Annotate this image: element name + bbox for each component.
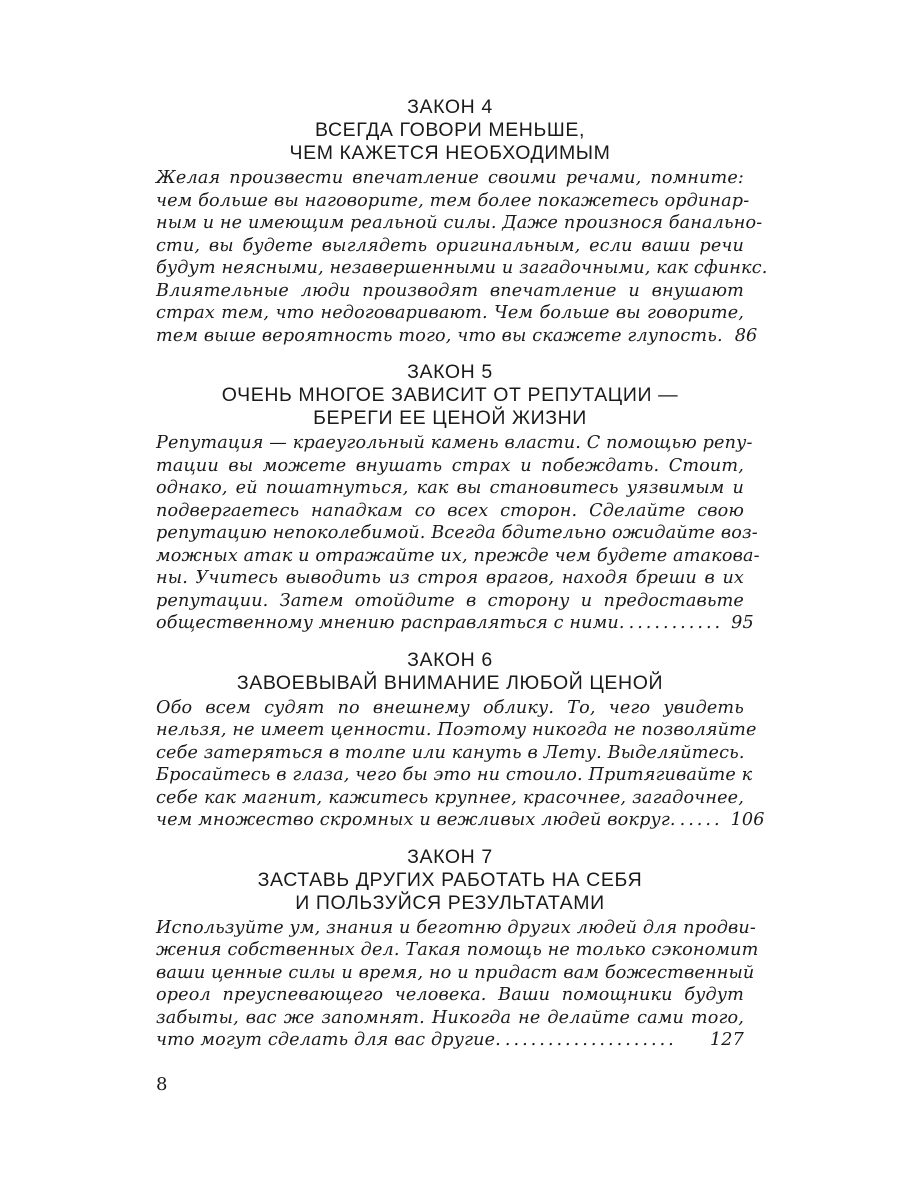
toc-leader-line[interactable] (156, 1029, 744, 1052)
summary-line: будут неясными, незавершенными и загадочными, как сфинкс. (156, 258, 768, 278)
summary-line: ным и не имеющим реальной силы. Даже произнося банально- (156, 213, 763, 233)
summary-line: Репутация — краеугольный камень власти. С помощью репу- (156, 433, 753, 453)
summary-line: себе как магнит, кажитесь крупнее, красочнее, загадочнее, (156, 787, 744, 808)
law-summary (156, 697, 765, 832)
toc-leader-line[interactable] (156, 809, 765, 832)
summary-line: репутацию непоколебимой. Всегда бдительно ожидайте воз- (156, 523, 758, 543)
law-entry-6 (156, 648, 765, 832)
summary-last-line: общественному мнению расправляться с ними. (156, 613, 625, 633)
toc-leader-line[interactable] (156, 612, 754, 635)
law-number: ЗАКОН 5 (407, 361, 493, 383)
summary-line: ны. Учитесь выводить из строя врагов, находя бреши в их (156, 568, 744, 588)
page-reference[interactable]: 95 (731, 613, 754, 633)
law-summary (156, 167, 768, 347)
law-title: ЗАСТАВЬ ДРУГИХ РАБОТАТЬ НА СЕБЯ И ПОЛЬЗУЙСЯ РЕЗУЛЬТАТАМИ (257, 868, 643, 914)
page-reference[interactable]: 106 (730, 810, 765, 830)
summary-line: жения собственных дел. Такая помощь не только сэкономит (156, 940, 759, 960)
law-summary (156, 917, 759, 1052)
law-title: ЗАВОЕВЫВАЙ ВНИМАНИЕ ЛЮБОЙ ЦЕНОЙ (236, 671, 664, 694)
summary-last-line: что могут сделать для вас другие. (156, 1030, 501, 1050)
summary-line: Желая произвести впечатление своими речами, помните: (156, 168, 744, 188)
summary-line: ореол преуспевающего человека. Ваши помощники будут (156, 985, 744, 1005)
summary-line: страх тем, что недоговаривают. Чем больше вы говорите, (156, 303, 744, 323)
toc-page (156, 96, 768, 1066)
toc-leader-line[interactable] (156, 325, 758, 348)
summary-line: репутации. Затем отойдите в сторону и предоставьте (156, 590, 744, 611)
summary-line: себе затеряться в толпе или кануть в Лету. Выделяйтесь. (156, 742, 745, 763)
summary-line: сти, вы будете выглядеть оригинальным, если ваши речи (156, 235, 744, 256)
summary-line: тации вы можете внушать страх и побеждать. Стоит, (156, 455, 744, 476)
summary-line: можных атак и отражайте их, прежде чем будете атакова- (156, 545, 760, 566)
page-reference[interactable]: 86 (734, 325, 758, 346)
summary-line: Обо всем судят по внешнему облику. То, чего увидеть (156, 697, 744, 718)
page-reference[interactable]: 127 (709, 1030, 744, 1050)
summary-line: Используйте ум, знания и беготню других людей для продви- (156, 917, 756, 938)
page-number: 8 (156, 1074, 168, 1095)
law-number: ЗАКОН 6 (407, 648, 493, 671)
summary-line: нельзя, не имеет ценности. Поэтому никогда не позволяйте (156, 720, 757, 740)
law-number: ЗАКОН 4 (407, 96, 493, 118)
law-entry-4 (156, 96, 768, 347)
summary-last-line: чем множество скромных и вежливых людей вокруг. (156, 810, 676, 830)
summary-line: однако, ей пошатнуться, как вы становитесь уязвимым и (156, 478, 744, 498)
law-number: ЗАКОН 7 (407, 845, 493, 868)
law-entry-7 (156, 845, 759, 1052)
summary-line: Бросайтесь в глаза, чего бы это ни стоило. Притягивайте к (156, 765, 753, 785)
summary-line: чем больше вы наговорите, тем более покажетесь ординар- (156, 190, 750, 211)
dot-leader: .................... (504, 1030, 677, 1050)
dot-leader: ..... (679, 810, 723, 830)
law-entry-5 (156, 361, 760, 635)
summary-line: подвергаетесь нападкам со всех сторон. Сделайте свою (156, 500, 744, 521)
law-title: ВСЕГДА ГОВОРИ МЕНЬШЕ, ЧЕМ КАЖЕТСЯ НЕОБХОДИМЫМ (289, 119, 611, 164)
law-title: ОЧЕНЬ МНОГОЕ ЗАВИСИТ ОТ РЕПУТАЦИИ — БЕРЕГИ ЕЕ ЦЕНОЙ ЖИЗНИ (221, 384, 679, 429)
summary-last-line: тем выше вероятность того, что вы скажете глупость. (156, 325, 723, 346)
summary-line: Влиятельные люди производят впечатление и внушают (156, 280, 744, 301)
summary-line: ваши ценные силы и время, но и придаст вам божественный (156, 962, 755, 983)
law-summary (156, 432, 760, 635)
dot-leader: ........... (628, 613, 724, 633)
summary-line: забыты, вас же запомнят. Никогда не делайте сами того, (156, 1007, 744, 1028)
